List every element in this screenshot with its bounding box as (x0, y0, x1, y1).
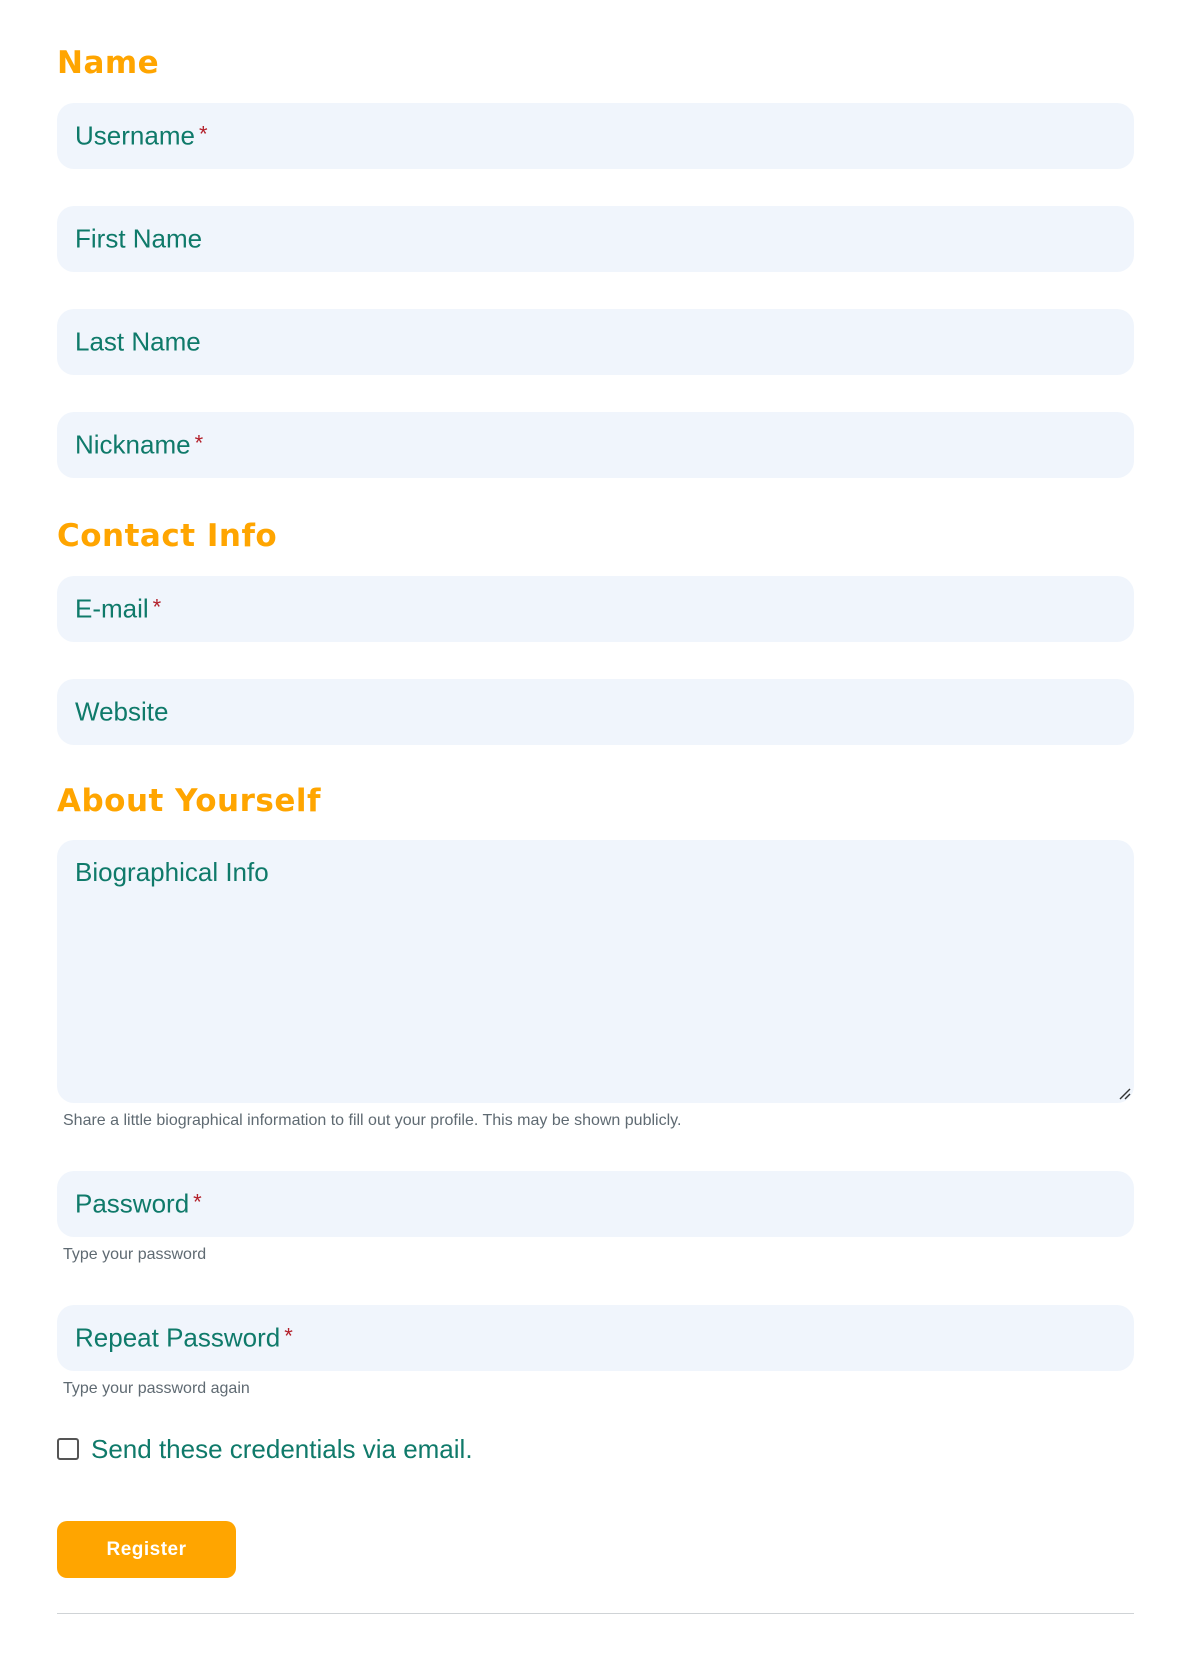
required-asterisk: * (193, 1189, 202, 1215)
email-label: E-mail * (75, 593, 162, 624)
section-title-name: Name (57, 45, 160, 81)
last-name-field[interactable] (57, 309, 1134, 375)
send-credentials-row[interactable] (57, 1434, 473, 1464)
username-label: Username * (75, 120, 208, 151)
bio-label: Biographical Info (75, 857, 269, 887)
first-name-field[interactable] (57, 206, 1134, 272)
nickname-field[interactable] (57, 412, 1134, 478)
bio-hint: Share a little biographical information to fill out your profile. This may be shown publicly. (63, 1112, 682, 1129)
repeat-password-field[interactable] (57, 1305, 1134, 1371)
repeat-password-hint: Type your password again (63, 1380, 250, 1397)
website-label: Website (75, 696, 169, 727)
required-asterisk: * (284, 1323, 293, 1349)
repeat-password-label: Repeat Password * (75, 1322, 293, 1353)
divider (57, 1613, 1134, 1614)
website-field[interactable] (57, 679, 1134, 745)
last-name-label: Last Name (75, 326, 201, 357)
resize-handle-icon[interactable] (1117, 1086, 1131, 1100)
username-field[interactable] (57, 103, 1134, 169)
register-button[interactable]: Register (57, 1521, 236, 1578)
password-field[interactable] (57, 1171, 1134, 1237)
first-name-label: First Name (75, 223, 203, 254)
bio-textarea[interactable] (57, 840, 1134, 1103)
required-asterisk: * (194, 430, 204, 456)
send-credentials-label[interactable]: Send these credentials via email. (91, 1433, 473, 1464)
nickname-label: Nickname * (75, 429, 204, 460)
section-title-about: About Yourself (57, 783, 322, 819)
required-asterisk: * (152, 594, 162, 620)
send-credentials-checkbox[interactable] (57, 1438, 79, 1460)
email-field[interactable] (57, 576, 1134, 642)
password-label: Password * (75, 1188, 202, 1219)
required-asterisk: * (198, 121, 208, 147)
password-hint: Type your password (63, 1246, 207, 1263)
section-title-contact: Contact Info (57, 518, 278, 554)
